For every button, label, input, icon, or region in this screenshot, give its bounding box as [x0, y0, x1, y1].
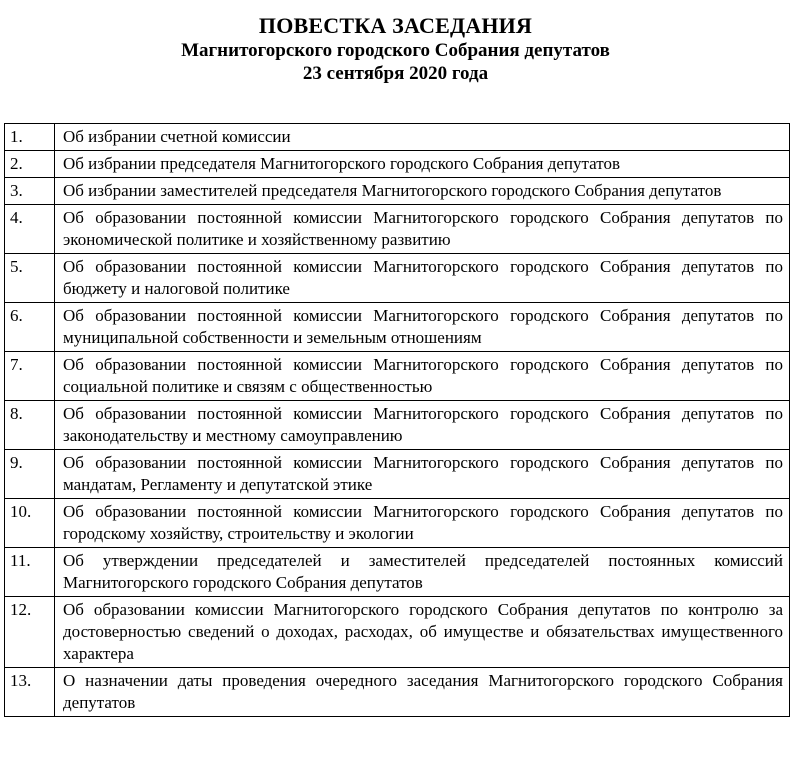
- agenda-item-text: Об образовании постоянной комиссии Магнитогорского городского Собрания депутатов по муниципальной собственности и земельным отношениям: [55, 303, 790, 352]
- agenda-row: [5, 352, 790, 401]
- agenda-row: [5, 124, 790, 151]
- agenda-table: [4, 123, 790, 717]
- agenda-item-text: Об избрании заместителей председателя Магнитогорского городского Собрания депутатов: [55, 178, 790, 205]
- agenda-item-number: 4.: [5, 205, 55, 254]
- agenda-row: [5, 401, 790, 450]
- agenda-item-text: Об образовании постоянной комиссии Магнитогорского городского Собрания депутатов по городскому хозяйству, строительству и экологии: [55, 499, 790, 548]
- agenda-row: [5, 597, 790, 668]
- agenda-item-text: Об образовании постоянной комиссии Магнитогорского городского Собрания депутатов по мандатам, Регламенту и депутатской этике: [55, 450, 790, 499]
- agenda-row: [5, 178, 790, 205]
- agenda-item-text: Об образовании постоянной комиссии Магнитогорского городского Собрания депутатов по бюджету и налоговой политике: [55, 254, 790, 303]
- document-header: [0, 13, 791, 85]
- agenda-item-text: Об избрании председателя Магнитогорского городского Собрания депутатов: [55, 151, 790, 178]
- agenda-item-text: Об утверждении председателей и заместителей председателей постоянных комиссий Магнитогорского городского Собрания депутатов: [55, 548, 790, 597]
- agenda-row: [5, 151, 790, 178]
- document-subtitle: Магнитогорского городского Собрания депутатов: [181, 40, 610, 61]
- agenda-row: [5, 450, 790, 499]
- agenda-item-text: Об образовании комиссии Магнитогорского городского Собрания депутатов по контролю за достоверностью сведений о доходах, расходах, об имуществе и обязательствах имущественного характера: [55, 597, 790, 668]
- agenda-item-number: 1.: [5, 124, 55, 151]
- agenda-item-text: Об образовании постоянной комиссии Магнитогорского городского Собрания депутатов по законодательству и местному самоуправлению: [55, 401, 790, 450]
- agenda-item-number: 8.: [5, 401, 55, 450]
- agenda-item-number: 10.: [5, 499, 55, 548]
- agenda-row: [5, 548, 790, 597]
- agenda-item-number: 7.: [5, 352, 55, 401]
- agenda-item-number: 12.: [5, 597, 55, 668]
- document-title: ПОВЕСТКА ЗАСЕДАНИЯ: [258, 13, 533, 38]
- agenda-item-number: 11.: [5, 548, 55, 597]
- agenda-item-number: 3.: [5, 178, 55, 205]
- document-date: 23 сентября 2020 года: [302, 63, 489, 84]
- agenda-row: [5, 254, 790, 303]
- agenda-item-text: Об образовании постоянной комиссии Магнитогорского городского Собрания депутатов по экономической политике и хозяйственному развитию: [55, 205, 790, 254]
- agenda-row: [5, 205, 790, 254]
- agenda-item-number: 5.: [5, 254, 55, 303]
- agenda-item-text: Об образовании постоянной комиссии Магнитогорского городского Собрания депутатов по социальной политике и связям с общественностью: [55, 352, 790, 401]
- agenda-row: [5, 668, 790, 717]
- agenda-item-text: О назначении даты проведения очередного заседания Магнитогорского городского Собрания депутатов: [55, 668, 790, 717]
- agenda-item-text: Об избрании счетной комиссии: [55, 124, 790, 151]
- agenda-item-number: 13.: [5, 668, 55, 717]
- agenda-table-body: [5, 124, 790, 717]
- agenda-row: [5, 499, 790, 548]
- agenda-row: [5, 303, 790, 352]
- agenda-item-number: 2.: [5, 151, 55, 178]
- agenda-item-number: 9.: [5, 450, 55, 499]
- agenda-item-number: 6.: [5, 303, 55, 352]
